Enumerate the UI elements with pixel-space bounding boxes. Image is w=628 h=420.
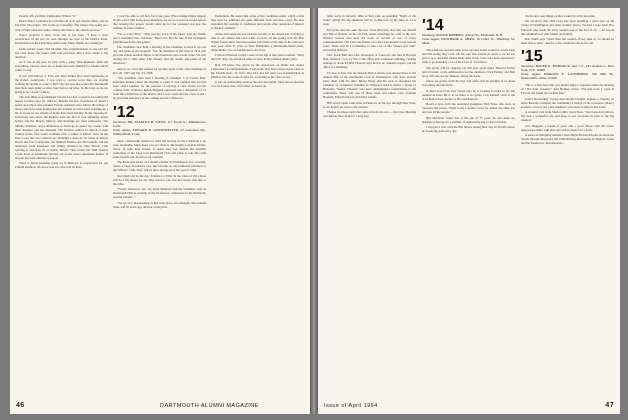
magazine-title: DARTMOUTH ALUMNI MAGAZINE — [160, 403, 259, 409]
class-agent-line: Class Agent, HAROLD E. LANSBERRY, 339 Mill St., Newtonville, Mass. 02160 — [521, 72, 614, 81]
paragraph: Ben Morrison writes that at the age of 75 years, he and Anne are heading to Europe for a summer of sightseeing and a visit to friends. — [422, 115, 515, 124]
paragraph: This is a little note that you should enjoy a response under the heading of "The Four Greatest." Ken Hobbes writes: "We had been a week in Florida and found the weather fine." — [521, 83, 614, 96]
paragraph: Nancy received a letter from one of his sons: "I have a clear recollection of the trip we took through our tour of the Oxford Press. Dartmouth was here and there with a loaf. Many friends are writing in." — [15, 32, 108, 46]
paragraph: A short note from Lew Curtis says he is looking forward to the big reunion in June. He is to be there as its guide. Lew himself went to the class high school teacher as his contributions. — [422, 88, 515, 101]
secretary-line: Secretary, ROGER K. MURDOCK, Apt. 7-C, 245 Avenue C, New York, N.Y. 10009 — [521, 64, 614, 73]
paragraph: From Al Emerson comes a note on his trip to this year's reunion. "Only the best" they say and that's what we have in his planned dinner party. — [211, 53, 304, 62]
left-footer — [10, 399, 310, 411]
paragraph: Three fellows decided some years ago that Japan would be worth a trip and this spring they went. On the tour that started on April 1, we all see you to re it. And that means many men in the Class who have expressed a wish to go including a lot of the Class of '14 fellows. — [422, 48, 515, 65]
paragraph: Helen Marca continues her activities in civic and church affairs, just as Fred did. She writes: "I'm on the go constantly. The Clapps flew north on a visit of both some and senior classes that time to the church services." — [15, 19, 108, 32]
right-page — [318, 8, 620, 414]
paragraph: Lew Huggins, a friend of years and a good fellow with the Class, enjoyed the times with Don and told us about it in a letter. — [521, 123, 614, 132]
paragraph: If you will believe, S. Eray and Janet Parker have been sightseeing in the Italian countryside. I was glad to receive word they are staying walking the spring to come to Bell City, the spot that somewhat Dartmouth men have been going to since long before our time. So the boys as we are going to be "closer" with us. — [15, 73, 108, 94]
paragraph: As it was in the past, in style with a wing, With kindness, faith and everything. Several cases are at hand and went Waiting for friends who'll come, to stay. — [15, 60, 108, 73]
paragraph: Everyone who has seen the new Class Directory now that our Sheriff and Bill of Boston, in the 18-19th, Mohr informing his staff at the new Wallace Graves who kept the book of records of tree of every commencement. The Class has finally over the Class Poems' every several years. There will be a Committee to take care of this "dinner and walk" and seeing Hanover. — [323, 27, 416, 52]
page-number: 46 — [16, 402, 25, 409]
left-column-2 — [113, 14, 206, 392]
paragraph: The next thing to recommend was the fact that a youth is becoming the winter vacation spot for 1963-nc. Besides the five classmates of whom I spoke and others who pleaded Florida residents, here follow the names of others who have been hoping that the weather we have been warming up a bit as worse in our friends at home have been having. In the Sarasota-St. Petersburg area alone, the Parkers' were the first at own adjoining winter homes and the Moyes, Murray, and Rutledge are most temporary. The Smiths, Kramers, and Collarmores in Saratoga to spend two weeks with their daughter and her husband. The Hobbes seniors in March at their country home, they return to Maine after a winter at Rhode. Over on the East Coast, the Leo Gibsons are planning a hand as far north at Delray Beach and Fort Lauderdale, the Mildred Rollins and McConnells. On the landscape from Pompano and Jimmy Denison in Vero Beach. Club Sterling is seriously ill at Delray Beach. That leaves the Wall Stanley Locke hotel at Altamonte Springs out of the state's retirement homes. If anyone has been omitted, speak up. — [15, 95, 108, 160]
page-number: 47 — [605, 402, 614, 409]
secretary-line: Secretary, DR. STANLEY B. WELD, 111 South St., Middletown, Conn. — [113, 119, 206, 128]
paragraph: Mrs. Rock Bull and Alex Davenport of Concord, and that is Howard Bull, suffered a loss by fire at the office and warehouse building, causing damage to about $5,000. Howard says he has no valuable papers, but his office is a shambles. — [323, 53, 416, 70]
paragraph: that he now sees things as they looked in 1914 and older. — [525, 14, 596, 18]
paragraph: After a Dartmouth reunion in 1963 and leaving for the Caribbean to be gone all middle, Marti knew you too about it. He bought a scrap to Dallas, Texas, in time after Easter. It seems that Ted attends the monthly gatherings of the Cape Cod Dartmouth Club and plans to take this with some friends who dream to our reunions. — [113, 138, 206, 159]
paragraph: Bob Smith says "Don't miss the reunion. Every man of '14 should be there if he is able." And for a few weeks he will not be out. — [521, 37, 614, 46]
page-gutter — [310, 8, 318, 414]
paragraph: Thanks for those cards that come in from all over — the Class Meeting was held in New York for a long stay. — [323, 109, 416, 119]
paragraph: Don O'Connor has given us the low-down on Hank and Agnes Laflresden's accomplishments. From both, they had a three-week cruise to the Florida Keys. In 1912, they had and left their two grandchildren in Pinellas City the week of April 10, according to the class record. — [211, 62, 304, 79]
class-1912-heading — [113, 105, 206, 136]
secretary-line: Secretary, ROGER ROBBINS, 4 Pearl St., Plymouth, N. H. — [422, 33, 504, 37]
right-column-2 — [422, 14, 515, 392]
class-1915-heading — [521, 49, 614, 80]
paragraph: taffer early in October 1964 as they plan on spending "Night of the Gang" during the day. Reunion will be in Hanover on the June 11-13 at least. — [323, 14, 416, 27]
paragraph: I won't be able to tell how far it has gone. What strange things happen in this world with many more members. As we go to press it would appear that seventy-five people would come up for the weekend and lose the summer in some comfort. — [113, 14, 206, 31]
paragraph: And so we close this session by quoting again of the class meetings of Oct. 29, 1907 and Jan. 23, 1908: — [113, 66, 206, 75]
paragraph: Here's a note from the perennial youngster, Bob Fiske who lives in Sarasota and writes: "Went to the Captain's Cove for dinner the other day and saw all the people." — [422, 102, 515, 115]
class-year-label: '12 — [113, 103, 135, 121]
left-column-1 — [15, 14, 108, 392]
paragraph: Ted Odell will be the new Scheibe for 1964. In the Class of 1911 there will be a big dinner for all. They need to call over the people who like to the table. — [113, 173, 206, 186]
right-footer — [318, 399, 620, 411]
class-agent-line: Class Agent, EDWARD R. LINGENFELTER, 53 Lancaster Rd., Wethersfield, Conn. — [113, 127, 206, 136]
paragraph: Under the heading "Group Sees Result Tonight" appears a clipping on Deno Bencola, bringing the community a charge of the Lawrence (Mass.) Gardens. A lot of our Class members were there to help in this event. — [521, 96, 614, 109]
paragraph: "The freshman class held a meeting in Chamber 5 of Culver Hall. President Renner called the meeting to order. It was planned that we had been called together for the purpose of electing a class leader for the coming term. Professor Ralph Brigham appeared and a delegation of 12 from this committee of the district and it was voted that the class of 1911 be given the best place in the coming parade at Hanover." — [113, 76, 206, 101]
paragraph: There is much planning going on in Hanover in preparation for our Fiftieth Reunion. We know that our class will be there. — [15, 161, 108, 170]
right-column-3 — [521, 14, 614, 392]
left-column-3 — [211, 14, 304, 392]
paragraph: We all know that Cliff Gray has been spending a good part of the winter in Washington and other warmer places. We had a note from Doc Edwards who made the early reunion one of the best of all — he was in the neighborhood with friends and family. — [521, 19, 614, 36]
paragraph: The Brewsters heard of a month's dinner in Washington D.C. recently, where a large Floridaless tour, has become an old-fashioned luncheon at the Officers' Club. They will be there during all of the year of 1964. — [113, 160, 206, 173]
paragraph: There are stories from the trip, and Anne will be sending to us about everything that she finds. — [422, 79, 515, 88]
paragraph: It's nice to hear that the fireside Nick Connole was among those at the Annual Ball of the Dartmouth Club of Washington, who have already show them with the time. Heavy Harry and his own as described the Chamber of Commerce building as Februarys held to honor a group of Honorary "Senior Citizens" who have distinguished contributions to the community. Harry was one of those cited and others were Franklin Hopkins, Ellen Kernovan and Dave Adams. — [323, 70, 416, 100]
paragraph: Some golden years" that he shall. Our congratulations to one and all! We can't know the future with real precision. But I have made a big decision. — [15, 46, 108, 59]
paragraph: A colorful card from Marjol (Mrs. Don) Dow: "Just back from Africa. We had a wonderful trip and hope to see everyone in June at the big reunion." — [521, 110, 614, 123]
paragraph: The freshman class held a meeting in the Chamber to have it up one day and spoke of the program. "We, the members of the class of 1912 will give the annual reunion dinner to all classmates who would come. We will arrange for a 1964 table. This Mauzy said the details and plans of the afternoon." — [113, 45, 206, 66]
paragraph: It was an outstanding event in the old class hymn. They told us that this was even more than 1912 when we had it all. — [211, 80, 304, 89]
paragraph: Bill Jewett spent some time in Hanover on his trip through New York, as we hoped; he went to the reunion. — [323, 100, 416, 109]
class-year-label: '15 — [521, 48, 543, 66]
paragraph: Arthur Gill spent the day with me recently at his annual job of trying to take in our annual life. And while we have all the spring with the Bob Waller Vessel show that there seems will arrive at the time of his brief spot next year. After 35 years as New Hampshire a Dartmouth-trained man, Alma Maher, two old additional to the class. — [211, 31, 304, 52]
paragraph: Parents: Mr. and Mrs. Christopher Wilson "X." — [19, 14, 78, 18]
paragraph: The group will be stepping out this year again under Howard Forber and all return to the Ambassador for the luncheon. Dick Henley and Bob Gray will also see the Shakers during the week. — [422, 65, 515, 78]
issue-label: Issue of April 1964 — [324, 403, 378, 409]
left-page — [10, 8, 310, 414]
paragraph: "We go over that meeting as that took place. Our thoughts still contain them, and 50 years ago, and not a long time. — [113, 200, 206, 209]
class-year-label: '14 — [422, 17, 444, 34]
paragraph: I enjoyed a visit with the Bill Shaws during their stay in Florida where he is playing golf every day. — [422, 125, 515, 134]
paragraph: "Friday afternoon, Jan. 16, Dean Emerson and the freshmen class in Dartmouth Hall at opening of the Professors' conference in the Ballroom, and the campus..." — [113, 187, 206, 200]
paragraph: A series of intriguing missives from Hoyle Bowen informs us about his travels through Maryland, the Williamsburg Restoration in Virginia, Texas and the Southwest, and elsewhere. — [521, 133, 614, 146]
class-agent-line: Class Agent, WINTHROP A. SHAW, 10 Cabot St., Winthrop 52, Mass. — [422, 37, 515, 45]
class-1914-heading — [422, 18, 515, 45]
paragraph: "Far to Carry Boy!" "That had the grace of the Chart" said my friend, and I remember that classmate "Here's the first he was in the Lexington Field House before the game." — [113, 31, 206, 44]
paragraph: Institutions. He stated that some of the conditions under which a man may now be admitted are quite different from previous years. He also explained the working of conditions and certain other questions of interest to the new students." — [211, 14, 304, 31]
right-column-1 — [323, 14, 416, 392]
left-col1-text — [15, 14, 108, 169]
